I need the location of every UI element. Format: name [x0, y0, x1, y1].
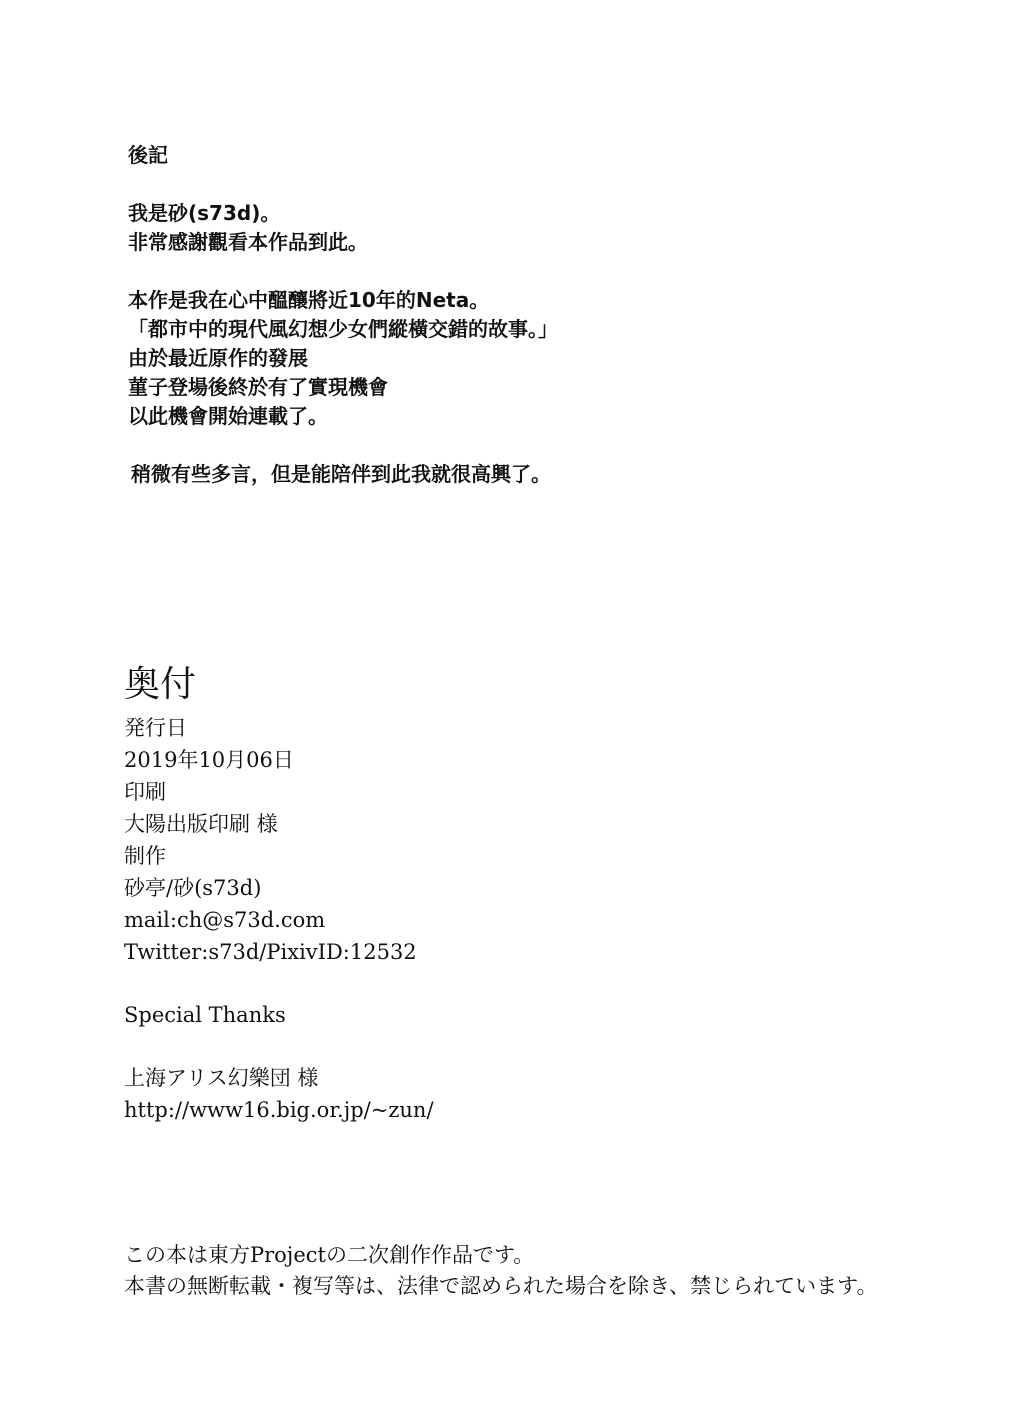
issue-date: 2019年10月06日: [124, 748, 294, 772]
copyright-notice: [124, 1240, 984, 1302]
spacer: [124, 968, 944, 999]
thanks-name: 上海アリス幻樂団 様: [124, 1066, 319, 1090]
producer-name: 砂亭/砂(s73d): [124, 876, 262, 900]
afterword-line: 由於最近原作的發展: [128, 346, 308, 370]
afterword-paragraph-greeting: [128, 199, 948, 257]
afterword-line: 我是砂(s73d)。: [128, 201, 281, 225]
production-label: 制作: [124, 844, 166, 868]
afterword-line: 菫子登場後終於有了實現機會: [128, 375, 388, 399]
afterword-paragraph-story: [128, 286, 948, 431]
notice-line: 本書の無断転載・複写等は、法律で認められた場合を除き、禁じられています。: [124, 1274, 878, 1298]
printer-name: 大陽出版印刷 様: [124, 812, 278, 836]
afterword-line: 本作是我在心中醞釀將近10年的Neta。: [128, 288, 490, 312]
colophon-section: [124, 660, 944, 1126]
afterword-paragraph-closing: [128, 460, 948, 489]
spacer: [124, 1031, 944, 1062]
issue-date-label: 発行日: [124, 716, 187, 740]
afterword-line: 非常感謝觀看本作品到此。: [128, 230, 368, 254]
notice-line: この本は東方Projectの二次創作作品です。: [124, 1243, 535, 1267]
afterword-section: [128, 141, 948, 489]
printer-label: 印刷: [124, 780, 166, 804]
afterword-line: 稍微有些多言，但是能陪伴到此我就很高興了。: [131, 462, 551, 486]
afterword-line: 「都市中的現代風幻想少女們縱橫交錯的故事。」: [128, 317, 558, 341]
social-accounts: Twitter:s73d/PixivID:12532: [124, 940, 417, 964]
contact-mail: mail:ch@s73d.com: [124, 908, 326, 932]
afterword-title: 後記: [128, 143, 168, 167]
special-thanks-heading: Special Thanks: [124, 1003, 286, 1027]
afterword-line: 以此機會開始連載了。: [128, 404, 328, 428]
thanks-url: http://www16.big.or.jp/~zun/: [124, 1098, 434, 1122]
colophon-heading: 奥付: [124, 664, 197, 705]
